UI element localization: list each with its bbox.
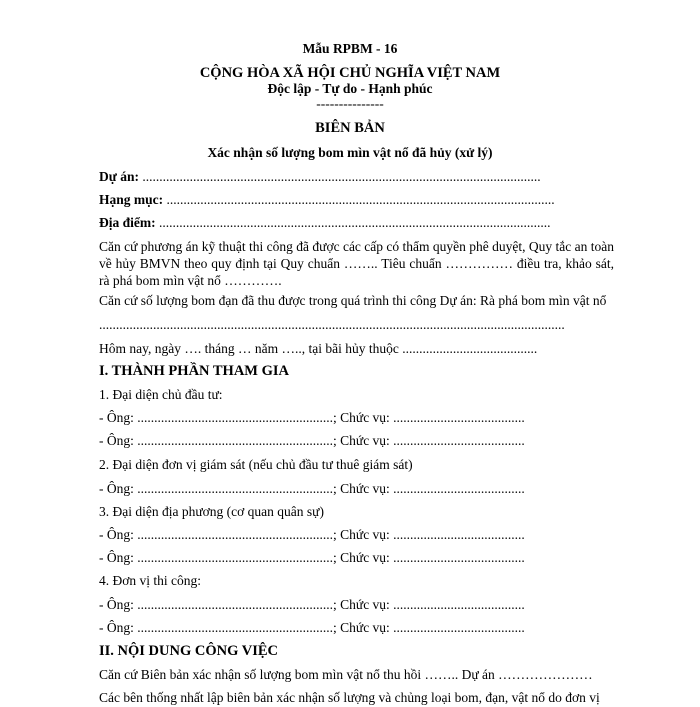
form-code: Mẫu RPBM - 16	[302, 41, 398, 56]
signatory-line: - Ông: ..........................................................; Chức vụ: .......................................	[99, 620, 525, 635]
group-investor-heading: 1. Đại diện chủ đầu tư:	[99, 387, 223, 402]
motto-divider: ---------------	[316, 96, 384, 111]
signatory-line: - Ông: ..........................................................; Chức vụ: .......................................	[99, 410, 525, 425]
paragraph-basis-1: Căn cứ phương án kỹ thuật thi công đã được các cấp có thẩm quyền phê duyệt, Quy tắc an toàn về hủy BMVN theo quy định tại Quy chuẩn …….. Tiêu chuẩn …………… điều tra, khảo sát, rà phá bom mìn vật nổ ………….	[99, 239, 614, 288]
signatory-line: - Ông: ..........................................................; Chức vụ: .......................................	[99, 433, 525, 448]
paragraph-work-basis: Căn cứ Biên bản xác nhận số lượng bom mìn vật nổ thu hồi …….. Dự án …………………	[99, 667, 593, 682]
section-heading-work-content: II. NỘI DUNG CÔNG VIỆC	[99, 643, 278, 659]
field-project-label: Dự án:	[99, 169, 139, 184]
signatory-line: - Ông: ..........................................................; Chức vụ: .......................................	[99, 527, 525, 542]
section-heading-participants: I. THÀNH PHẦN THAM GIA	[99, 363, 289, 379]
field-category	[99, 191, 569, 209]
document-subtitle: Xác nhận số lượng bom mìn vật nổ đã hủy (xử lý)	[207, 145, 493, 160]
signatory-line: - Ông: ..........................................................; Chức vụ: .......................................	[99, 597, 525, 612]
national-title: CỘNG HÒA XÃ HỘI CHỦ NGHĨA VIỆT NAM	[199, 65, 501, 81]
document-title: BIÊN BẢN	[315, 120, 385, 136]
national-motto: Độc lập - Tự do - Hạnh phúc	[267, 81, 433, 96]
field-location-label: Địa điểm:	[99, 215, 156, 230]
field-project-dots: ......................................................................................................................	[138, 169, 541, 184]
paragraph-date: Hôm nay, ngày …. tháng … năm ….., tại bãi hủy thuộc ........................................	[99, 341, 538, 356]
paragraph-work-agreement: Các bên thống nhất lập biên bản xác nhận số lượng và chủng loại bom, đạn, vật nổ do đơn vị	[99, 690, 600, 705]
field-category-label: Hạng mục:	[99, 192, 164, 207]
field-location	[99, 214, 569, 232]
signatory-line: - Ông: ..........................................................; Chức vụ: .......................................	[99, 481, 525, 496]
group-contractor-heading: 4. Đơn vị thi công:	[99, 573, 202, 588]
paragraph-basis-2: Căn cứ số lượng bom đạn đã thu được trong quá trình thi công Dự án: Rà phá bom mìn vật nổ	[99, 293, 607, 308]
field-category-dots: ...................................................................................................................	[163, 192, 555, 207]
group-local-heading: 3. Đại diện địa phương (cơ quan quân sự)	[99, 504, 324, 519]
field-location-dots: ....................................................................................................................	[155, 215, 551, 230]
paragraph-basis-2-dots: ..........................................................................................................................................	[99, 317, 565, 332]
group-supervisor-heading: 2. Đại diện đơn vị giám sát (nếu chủ đầu tư thuê giám sát)	[99, 457, 413, 472]
field-project	[99, 168, 569, 186]
signatory-line: - Ông: ..........................................................; Chức vụ: .......................................	[99, 550, 525, 565]
